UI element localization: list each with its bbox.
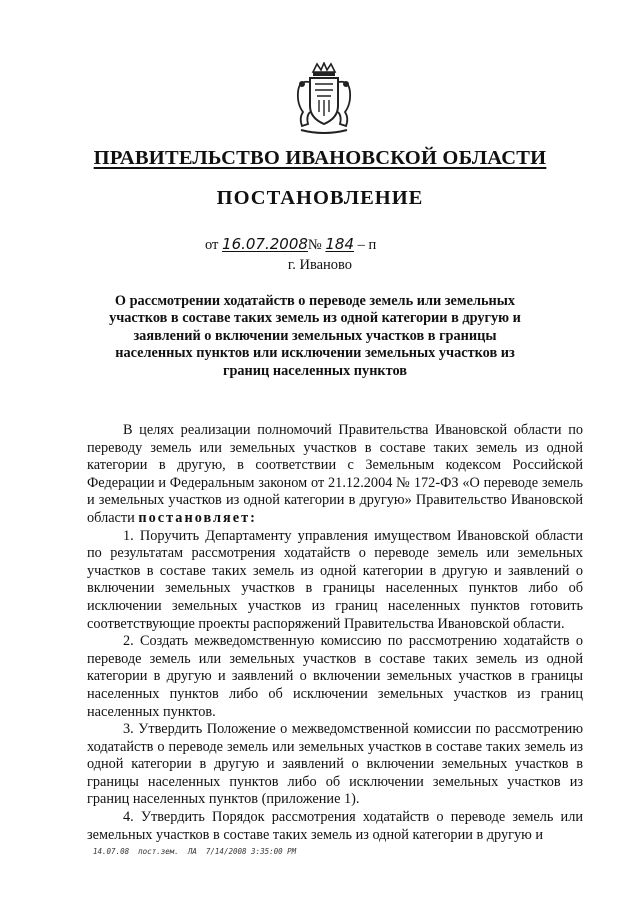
government-title: ПРАВИТЕЛЬСТВО ИВАНОВСКОЙ ОБЛАСТИ [93,147,547,169]
decree-date-number [205,235,376,254]
resolves-word: постановляет: [138,509,257,526]
coat-of-arms-icon [293,62,355,136]
footer-print-stamp: 14.07.08 пост.зем. ЛА 7/14/2008 3:35:00 PM [93,847,297,856]
decree-date: 16.07.2008 [222,235,308,253]
city: г. Иваново [287,257,353,273]
list-item: 4. Утвердить Порядок рассмотрения ходатайств о переводе земель или земельных участков в составе таких земель из одной категории в другую и [87,809,583,843]
list-item: 1. Поручить Департаменту управления имуществом Ивановской области по результатам рассмотрения ходатайств о переводе земель или земельных участков в составе таких земель из одной категории в другую и заявлений о включении земельных участков в границы населенных пунктов либо об исключении земельных участков из границ населенных пунктов готовить соответствующие проекты распоряжений Правительства Ивановской области. [87,527,583,632]
intro-paragraph [87,422,583,528]
date-prefix: от [205,237,219,253]
decree-number: 184 [325,235,355,253]
document-type-title: ПОСТАНОВЛЕНИЕ [216,187,424,209]
number-sign: № [307,237,322,253]
number-suffix: – п [357,237,377,253]
list-item: 3. Утвердить Положение о межведомственной комиссии по рассмотрению ходатайств о переводе земель или земельных участков в составе таких земель из одной категории в другую и заявлений о включении земельных участков в границы населенных пунктов либо об исключении земельных участков из границ населенных пунктов (приложение 1). [87,721,583,808]
list-item: 2. Создать межведомственную комиссию по рассмотрению ходатайств о переводе земель или земельных участков в составе таких земель из одной категории в другую и заявлений о включении земельных участков в границы населенных пунктов либо об исключении земельных участков из границ населенных пунктов. [87,633,583,720]
intro-text: В целях реализации полномочий Правительства Ивановской области по переводу земель или земельных участков в составе таких земель из одной категории в другую, в соответствии с Земельным кодексом Российской Федерации и Федеральным законом от 21.12.2004 № 172-ФЗ «О переводе земель и земельных участков из одной категории в другую» Правительство Ивановской области [87,422,583,526]
decree-subject: О рассмотрении ходатайств о переводе земель или земельных участков в составе таких земель из одной категории в другую и заявлений о включении земельных участков в границы населенных пунктов или исключении земельных участков из границ населенных пунктов [109,293,521,379]
decree-body [87,422,583,844]
